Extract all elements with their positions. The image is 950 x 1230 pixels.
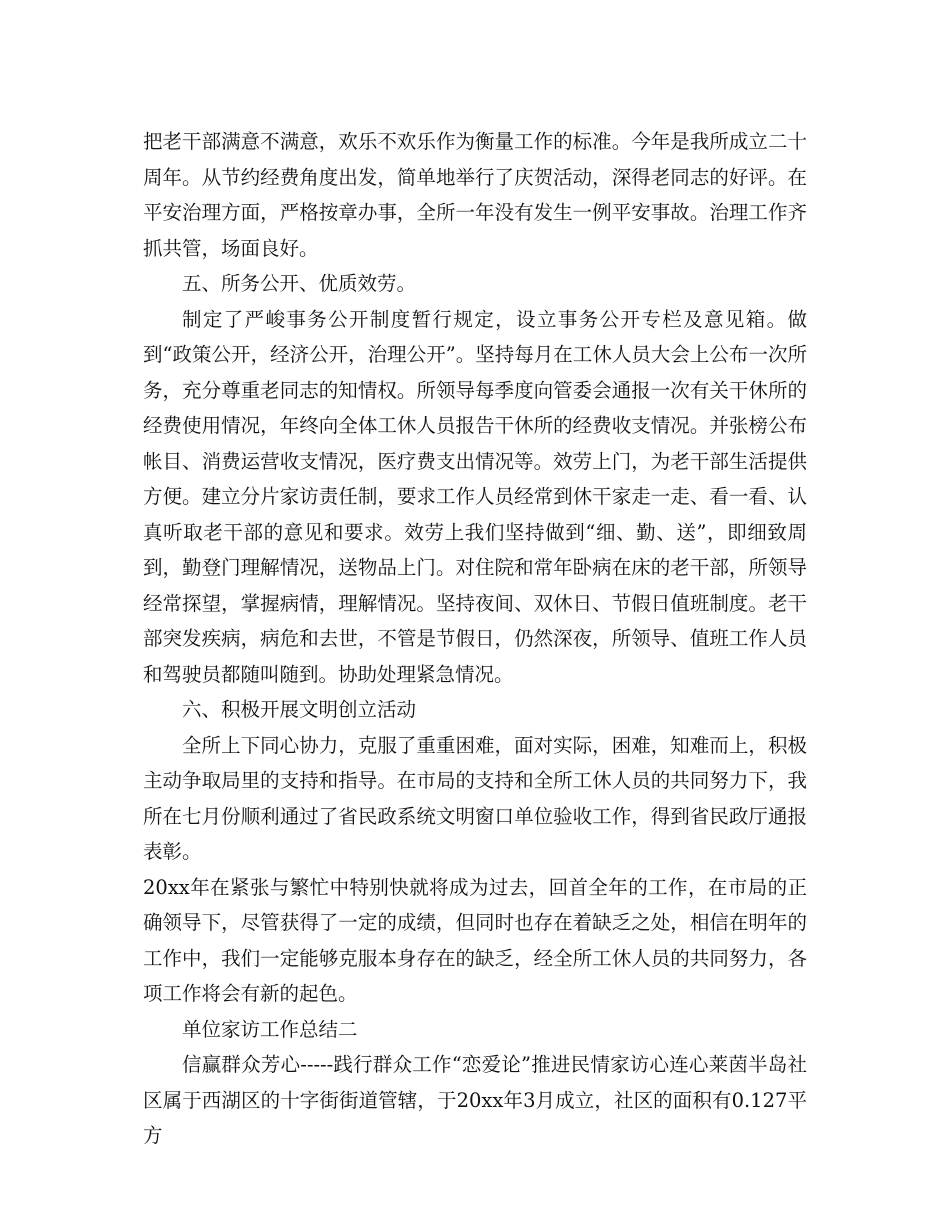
paragraph-disclosure: 制定了严峻事务公开制度暂行规定，设立事务公开专栏及意见箱。做到“政策公开，经济公开，治理公开”。坚持每月在工休人员大会上公布一次所务，充分尊重老同志的知情权。所领导每季度向管委会通报一次有关干休所的经费使用情况，年终向全体工休人员报告干休所的经费收支情况。并张榜公布帐目、消费运营收支情况，医疗费支出情况等。效劳上门，为老干部生活提供方便。建立分片家访责任制，要求工作人员经常到休干家走一走、看一看、认真听取老干部的意见和要求。效劳上我们坚持做到“细、勤、送”，即细致周到，勤登门理解情况，送物品上门。对住院和常年卧病在床的老干部，所领导经常探望，掌握病情，理解情况。坚持夜间、双休日、节假日值班制度。老干部突发疾病，病危和去世，不管是节假日，仍然深夜，所领导、值班工作人员和驾驶员都随叫随到。协助处理紧急情况。: [143, 307, 807, 686]
section-heading-six: 六、积极开展文明创立活动: [182, 698, 417, 721]
section-heading-five: 五、所务公开、优质效劳。: [182, 272, 417, 295]
paragraph-community: 信赢群众芳心-----践行群众工作“恋爱论”推进民情家访心连心莱茵半岛社区属于西湖区的十字街街道管辖，于20xx年3月成立，社区的面积有0.127平方: [143, 1053, 807, 1147]
paragraph-civilization: 全所上下同心协力，克服了重重困难，面对实际，困难，知难而上，积极主动争取局里的支持和指导。在市局的支持和全所工休人员的共同努力下，我所在七月份顺利通过了省民政系统文明窗口单位验收工作，得到省民政厅通报表彰。: [143, 733, 807, 863]
document-body: [143, 124, 807, 1154]
document-subtitle: 单位家访工作总结二: [182, 1017, 358, 1041]
paragraph-year-summary: 20xx年在紧张与繁忙中特别快就将成为过去，回首全年的工作，在市局的正确领导下，尽管获得了一定的成绩，但同时也存在着缺乏之处，相信在明年的工作中，我们一定能够克服本身存在的缺乏，经全所工休人员的共同努力，各项工作将会有新的起色。: [143, 875, 807, 1005]
paragraph-continuation-1: 把老干部满意不满意，欢乐不欢乐作为衡量工作的标准。今年是我所成立二十周年。从节约经费角度出发，简单地举行了庆贺活动，深得老同志的好评。在平安治理方面，严格按章办事，全所一年没有发生一例平安事故。治理工作齐抓共管，场面良好。: [143, 130, 807, 260]
